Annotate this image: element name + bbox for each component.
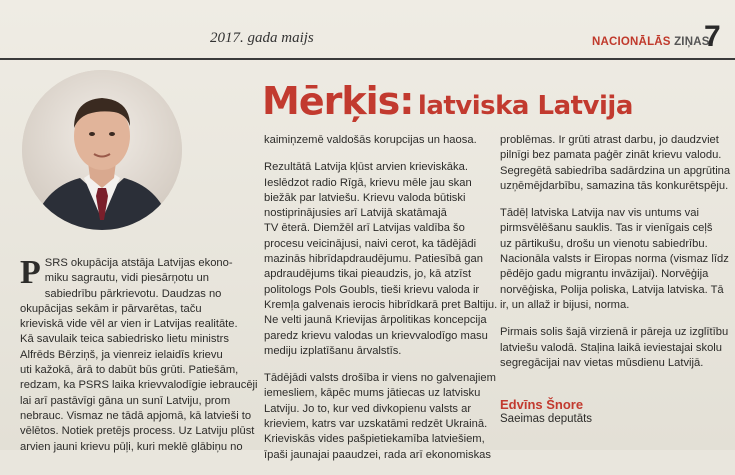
text-line: SRS okupācija atstāja Latvijas ekono- xyxy=(44,257,233,269)
text-line: uti kažokā, ārā to dabūt būs grūti. Patiešām, xyxy=(20,364,239,377)
text-line: mazinās hibrīdapdraudējumu. Patiesībā gan xyxy=(264,253,483,266)
text-line: pilnīgi bez pamata paģēr zināt krievu valodu. xyxy=(500,149,722,162)
section-suffix: ZIŅAS xyxy=(674,36,710,48)
text-line: redzam, ka PSRS laika krievvalodīgie iebraucēji xyxy=(20,379,258,392)
paragraph xyxy=(264,371,496,463)
paragraph xyxy=(264,160,498,359)
text-line: paredz krievu valodas un krievvalodīgo masu xyxy=(264,329,488,342)
text-line: lai arī pastāvīgi gāna un sunī Latviju, prom xyxy=(20,394,231,407)
text-line: okupācijas sekām ir pārvarētas, taču xyxy=(20,302,202,315)
text-line: Latviju. Jo to, kur ved divkopienu valsts ar xyxy=(264,402,472,415)
text-line: ir, un allaž ir bijusi, norma. xyxy=(500,298,630,311)
text-line: pēdējo gadu migrantu invāzijai). Norvēģija xyxy=(500,268,709,281)
header-rule xyxy=(0,58,735,60)
paragraph xyxy=(500,206,730,313)
text-line: uz pārtikušu, drošu un vienotu sabiedrību. xyxy=(500,237,708,250)
text-line: uzņēmējdarbību, samazina tās konkurētspēju. xyxy=(500,179,729,192)
article-column-1 xyxy=(20,254,258,467)
section-name xyxy=(592,36,710,48)
text-line: Tādējādi valsts drošība ir viens no galvenajiem xyxy=(264,372,496,385)
text-line: Tādēļ latviska Latvija nav vis untums vai xyxy=(500,207,699,220)
text-line: Nacionāla valsts ir Eiropas norma (vismaz līdz xyxy=(500,253,729,266)
text-line: krieviem, katrs var uzskatāmi redzēt Ukrainā. xyxy=(264,418,488,431)
text-line: nebrauc. Vismaz ne tādā apjomā, kā latvieši to xyxy=(20,409,252,422)
headline-rest: latviska Latvija xyxy=(417,91,633,121)
text-line: Krieviskās vides pašpietiekamība latviešiem, xyxy=(264,433,485,446)
headline-main: Mērķis: xyxy=(262,79,414,123)
article-column-2 xyxy=(264,133,498,475)
text-line: apdraudējums tikai pieaudzis, jo, kā atzīst xyxy=(264,268,472,281)
paragraph xyxy=(500,325,730,371)
paragraph xyxy=(500,133,730,194)
text-line: norvēģiska, Polija poliska, Latvija latviska. Tā xyxy=(500,283,724,296)
section-prefix: NACIONĀLĀS xyxy=(592,36,671,48)
text-line: Rezultātā Latvija kļūst arvien krieviskāka. xyxy=(264,161,468,174)
article-column-3 xyxy=(500,133,730,383)
text-line: Kremļa galvenais ierocis hibrīdkarā pret Baltiju. xyxy=(264,298,498,311)
text-line: mediju izplatīšanu ārvalstīs. xyxy=(264,344,402,357)
text-line: procesu veicinājusi, naivi cerot, ka tādējādi xyxy=(264,237,477,250)
page-number: 7 xyxy=(704,20,721,53)
text-line: sabiedrību pārkrievotu. Daudzas no xyxy=(44,287,222,300)
text-line: politologs Pols Goubls, tieši krievu valoda ir xyxy=(264,283,480,296)
text-line: Pirmais solis šajā virzienā ir pāreja uz izglītību xyxy=(500,326,729,339)
author-role: Saeimas deputāts xyxy=(500,413,593,425)
text-line: iemesliem, kāpēc mums jātiecas uz latvisku xyxy=(264,387,481,400)
text-line: Segregētā sabiedrība sadārdzina un apgrūtina xyxy=(500,164,731,177)
text-line: Kā savulaik teica sabiedriskо lietu ministrs xyxy=(20,333,229,346)
text-line: miku sagrautu, vidi piesārņotu un xyxy=(44,272,209,285)
text-line: kaimiņzemē valdošās korupcijas un haosa. xyxy=(264,134,477,146)
paragraph xyxy=(20,254,258,455)
paragraph xyxy=(264,133,492,148)
text-line: TV ēterā. Diemžēl arī Latvijas valdība šo xyxy=(264,222,465,235)
author-photo xyxy=(22,70,182,230)
author-name: Edvīns Šnore xyxy=(500,397,584,412)
text-line: vēlētos. Notiek pretējs process. Uz Latviju plūst xyxy=(20,425,255,438)
text-line: arvien jauni krievu pūļi, kuri meklē glābiņu no xyxy=(20,440,243,453)
text-line: Ne velti jaunā Krievijas ārpolitikas koncepcija xyxy=(264,314,487,327)
text-line: nostiprinājusies arī Latvijā skatāmajā xyxy=(264,207,447,220)
drop-cap: P xyxy=(20,254,41,291)
text-line: īpaši jaunajai paaudzei, rada arī ekonomiskas xyxy=(264,448,491,461)
text-line: biežāk par latviešu. Krievu valoda būtiski xyxy=(264,191,466,204)
text-line: latviešu valodā. Staļina laikā ieviestajai skolu xyxy=(500,341,723,354)
issue-date: 2017. gada maijs xyxy=(210,30,314,46)
text-line: problēmas. Ir grūti atrast darbu, jo daudzviet xyxy=(500,134,719,146)
text-line: pirmsvēlēšanu sauklis. Tas ir vienīgais ceļš xyxy=(500,222,713,235)
text-line: segregācijai nav vietas mūsdienu Latvijā. xyxy=(500,356,704,369)
article-headline xyxy=(262,79,633,123)
text-line: Ieslēdzot radio Rīgā, krievu mēle jau skan xyxy=(264,176,472,189)
text-line: Alfrēds Bērziņš, ja vienreiz ielaidīs krievu xyxy=(20,348,223,361)
text-line: krieviskā vide vēl ar vien ir Latvijas realitāte. xyxy=(20,318,238,331)
